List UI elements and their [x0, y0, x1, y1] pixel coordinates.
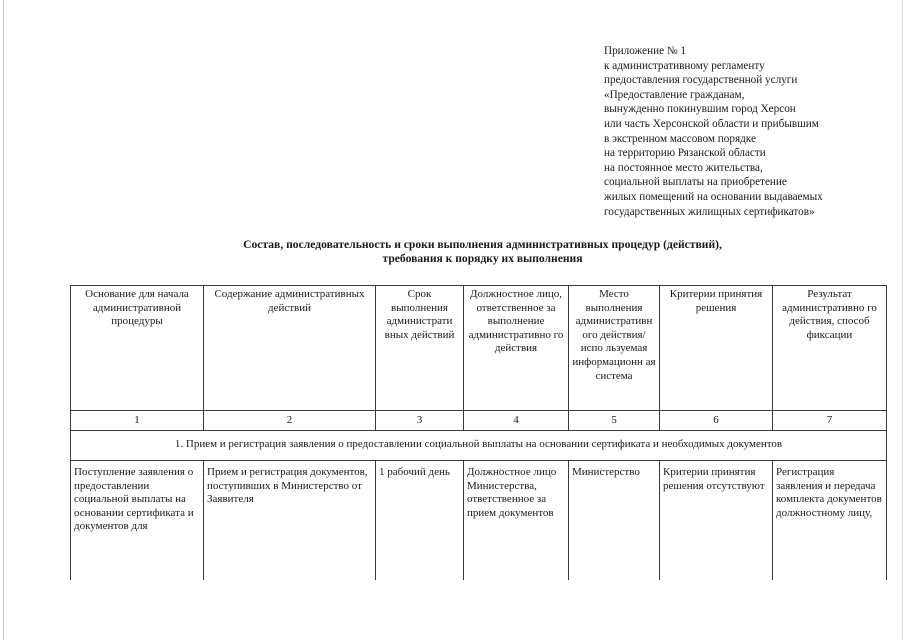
- table-row: [71, 461, 887, 581]
- table-cell: Министерство: [569, 461, 660, 581]
- table-cell: Критерии принятия решения отсутствуют: [660, 461, 773, 581]
- column-number: 2: [204, 411, 376, 431]
- document-title: [120, 238, 845, 266]
- appendix-line: на территорию Рязанской области: [604, 147, 766, 160]
- appendix-line: социальной выплаты на приобретение: [604, 176, 787, 189]
- section-title: 1. Прием и регистрация заявления о предоставлении социальной выплаты на основании сертификата и необходимых документов: [71, 431, 887, 461]
- column-header: Срок выполнения администрати вных действий: [376, 286, 464, 411]
- table-cell: Регистрация заявления и передача комплекта документов должностному лицу,: [773, 461, 887, 581]
- column-number: 7: [773, 411, 887, 431]
- appendix-line: предоставления государственной услуги: [604, 74, 798, 87]
- section-row: [71, 431, 887, 461]
- appendix-line: вынужденно покинувшим город Херсон: [604, 103, 796, 116]
- column-number-row: [71, 411, 887, 431]
- column-number: 6: [660, 411, 773, 431]
- appendix-line: в экстренном массовом порядке: [604, 132, 756, 145]
- table-header-row: [71, 286, 887, 411]
- table-cell: Поступление заявления о предоставлении социальной выплаты на основании сертификата и документов для: [71, 461, 204, 581]
- appendix-line: Приложение № 1: [604, 45, 686, 57]
- column-header: Место выполнения административн ого действия/испо льзуемая информационн ая система: [569, 286, 660, 411]
- column-header: Содержание административных действий: [204, 286, 376, 411]
- title-line-2: требования к порядку их выполнения: [382, 252, 583, 265]
- page-left-edge: [3, 0, 4, 640]
- procedures-table: [70, 285, 887, 580]
- column-number: 4: [464, 411, 569, 431]
- appendix-line: жилых помещений на основании выдаваемых: [604, 190, 823, 203]
- page-right-edge: [902, 0, 903, 640]
- column-number: 1: [71, 411, 204, 431]
- table-cell: Должностное лицо Министерства, ответственное за прием документов: [464, 461, 569, 581]
- title-line-1: Состав, последовательность и сроки выполнения административных процедур (действий),: [243, 238, 722, 251]
- appendix-line: к административному регламенту: [604, 59, 765, 72]
- table-cell: Прием и регистрация документов, поступивших в Министерство от Заявителя: [204, 461, 376, 581]
- appendix-line: государственных жилищных сертификатов»: [604, 205, 815, 218]
- column-header: Критерии принятия решения: [660, 286, 773, 411]
- column-header: Результат административно го действия, способ фиксации: [773, 286, 887, 411]
- table-cell: 1 рабочий день: [376, 461, 464, 581]
- column-header: Основание для начала административной процедуры: [71, 286, 204, 411]
- column-header: Должностное лицо, ответственное за выполнение административно го действия: [464, 286, 569, 411]
- appendix-line: или часть Херсонской области и прибывшим: [604, 117, 819, 130]
- appendix-line: на постоянное место жительства,: [604, 161, 763, 174]
- column-number: 5: [569, 411, 660, 431]
- column-number: 3: [376, 411, 464, 431]
- appendix-header: [604, 44, 894, 219]
- appendix-line: «Предоставление гражданам,: [604, 88, 745, 101]
